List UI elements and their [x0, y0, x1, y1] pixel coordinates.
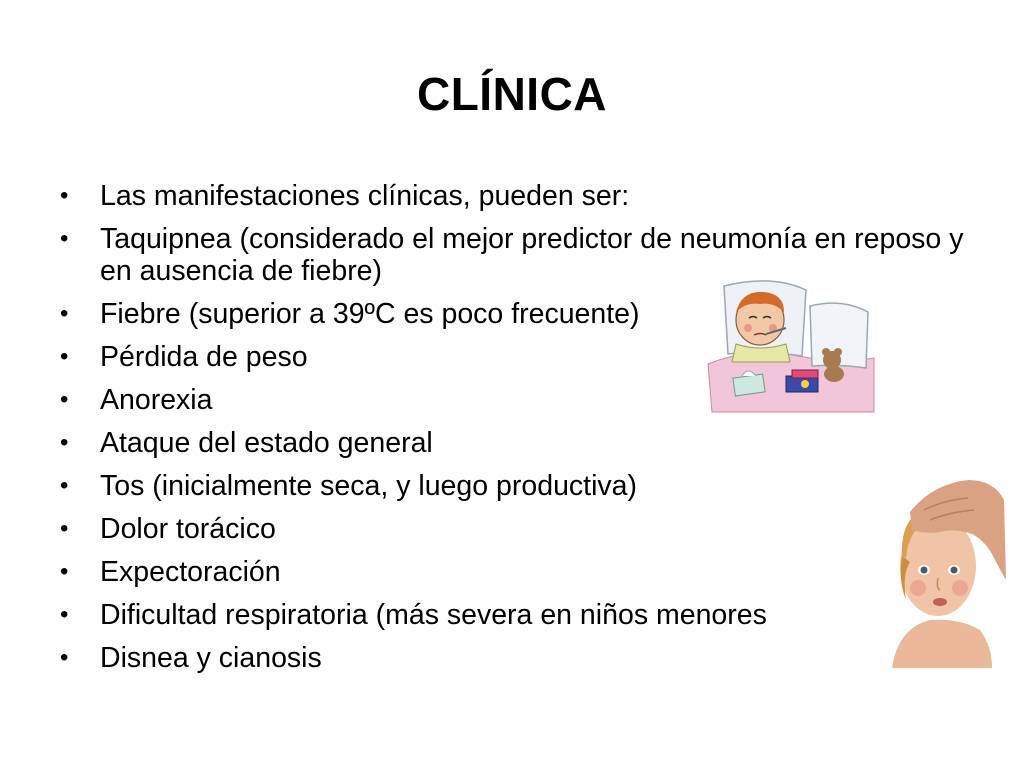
bullet-icon: • — [60, 472, 69, 499]
bullet-text: Expectoración — [100, 556, 281, 588]
bullet-text: Disnea y cianosis — [100, 642, 322, 674]
bullet-item — [56, 470, 976, 502]
bullet-text: Pérdida de peso — [100, 341, 308, 373]
bullet-item — [56, 513, 976, 545]
bullet-text: Dolor torácico — [100, 513, 276, 545]
bullet-text: Las manifestaciones clínicas, pueden ser: — [100, 180, 630, 212]
bullet-icon: • — [60, 182, 69, 209]
bullet-icon: • — [60, 515, 69, 542]
bullet-icon: • — [60, 644, 69, 671]
sick-child-in-bed-illustration — [702, 272, 878, 416]
slide-title: CLÍNICA — [416, 67, 608, 120]
bullet-item — [56, 599, 976, 631]
feverish-child-photo — [880, 470, 1006, 668]
bullet-text: Anorexia — [100, 384, 213, 416]
bullet-icon: • — [60, 386, 69, 413]
bullet-icon: • — [60, 225, 69, 252]
bullet-item — [56, 642, 976, 674]
bullet-list — [56, 180, 976, 685]
bullet-icon: • — [60, 300, 69, 327]
bullet-text: Dificultad respiratoria (más severa en niños menores — [100, 599, 767, 631]
bullet-item — [56, 427, 976, 459]
bullet-icon: • — [60, 601, 69, 628]
bullet-text: Fiebre (superior a 39ºC es poco frecuente) — [100, 298, 640, 330]
bullet-icon: • — [60, 343, 69, 370]
bullet-icon: • — [60, 558, 69, 585]
bullet-text: Tos (inicialmente seca, y luego productiva) — [100, 470, 638, 502]
bullet-text: Ataque del estado general — [100, 427, 433, 459]
bullet-item — [56, 180, 976, 212]
bullet-item — [56, 556, 976, 588]
bullet-text: Taquipnea (considerado el mejor predictor de neumonía en reposo y en ausencia de fiebre) — [100, 223, 964, 287]
bullet-icon: • — [60, 429, 69, 456]
